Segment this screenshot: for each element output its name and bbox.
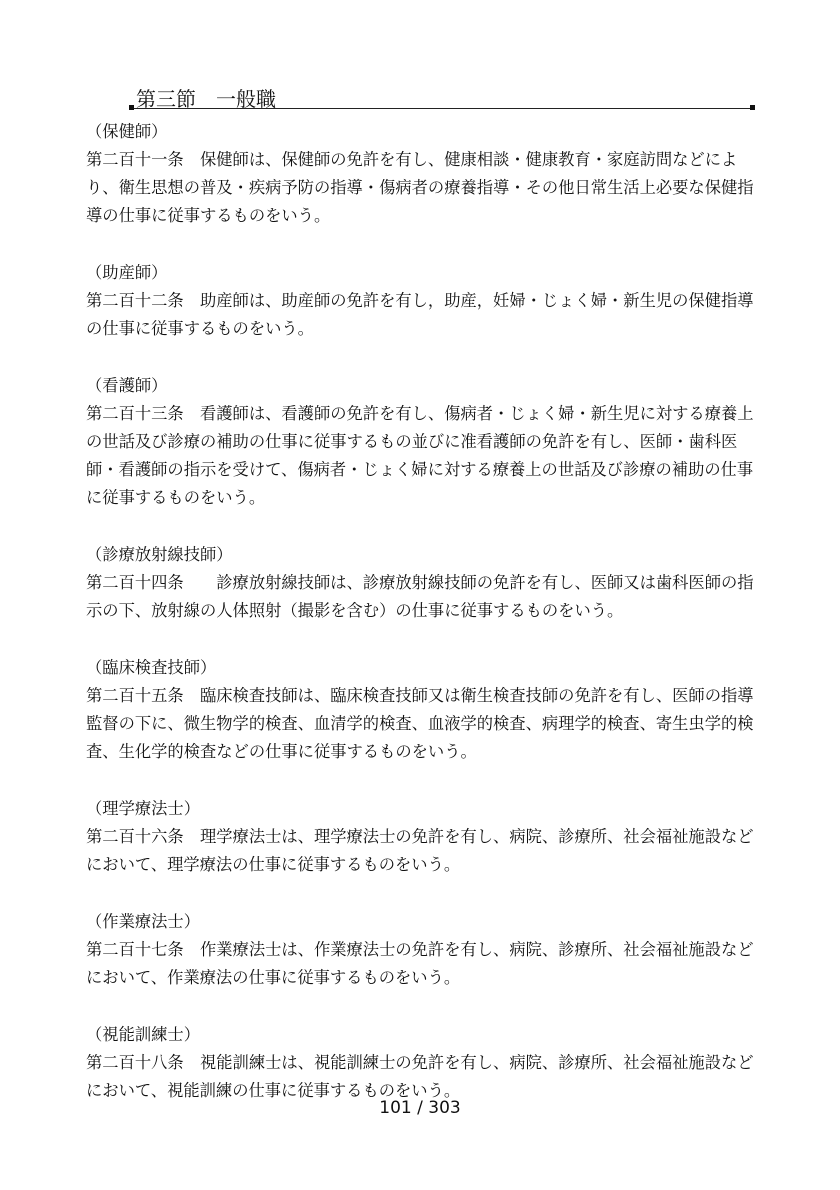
underline-right-marker (750, 105, 755, 110)
article-214 (86, 541, 754, 625)
article-body: 第二百十六条 理学療法士は、理学療法士の免許を有し、病院、診療所、社会福祉施設などにおいて、理学療法の仕事に従事するものをいう。 (86, 827, 754, 874)
article-heading: （作業療法士） (86, 912, 200, 931)
article-heading: （診療放射線技師） (86, 545, 233, 564)
article-body: 第二百十五条 臨床検査技師は、臨床検査技師又は衛生検査技師の免許を有し、医師の指導監督の下に、微生物学的検査、血清学的検査、血液学的検査、病理学的検査、寄生虫学的検査、生化学的検査などの仕事に従事するものをいう。 (86, 686, 754, 761)
underline-left-marker (129, 105, 134, 110)
page-number: 101 / 303 (379, 1098, 461, 1118)
article-body: 第二百十八条 視能訓練士は、視能訓練士の免許を有し、病院、診療所、社会福祉施設などにおいて、視能訓練の仕事に従事するものをいう。 (86, 1053, 754, 1100)
article-body: 第二百十一条 保健師は、保健師の免許を有し、健康相談・健康教育・家庭訪問などにより、衛生思想の普及・疾病予防の指導・傷病者の療養指導・その他日常生活上必要な保健指導の仕事に従事するものをいう。 (86, 150, 754, 225)
article-body: 第二百十七条 作業療法士は、作業療法士の免許を有し、病院、診療所、社会福祉施設などにおいて、作業療法の仕事に従事するものをいう。 (86, 940, 754, 987)
article-heading: （助産師） (86, 263, 168, 282)
article-heading: （看護師） (86, 376, 168, 395)
article-heading: （理学療法士） (86, 799, 200, 818)
section-title: 第三節 一般職 (136, 87, 276, 111)
article-212 (86, 259, 754, 343)
article-heading: （保健師） (86, 122, 168, 141)
article-217 (86, 908, 754, 992)
article-216 (86, 795, 754, 879)
article-body: 第二百十二条 助産師は、助産師の免許を有し，助産，妊婦・じょく婦・新生児の保健指導の仕事に従事するものをいう。 (86, 291, 754, 338)
article-heading: （視能訓練士） (86, 1025, 200, 1044)
article-211 (86, 118, 754, 230)
article-heading: （臨床検査技師） (86, 658, 217, 677)
article-218 (86, 1021, 754, 1105)
article-213 (86, 372, 754, 512)
article-215 (86, 654, 754, 766)
title-underline (130, 108, 754, 109)
article-body: 第二百十三条 看護師は、看護師の免許を有し、傷病者・じょく婦・新生児に対する療養上の世話及び診療の補助の仕事に従事するもの並びに准看護師の免許を有し、医師・歯科医師・看護師の指示を受けて、傷病者・じょく婦に対する療養上の世話及び診療の補助の仕事に従事するものをいう。 (86, 404, 754, 507)
articles-list (86, 118, 754, 1134)
article-body: 第二百十四条 診療放射線技師は、診療放射線技師の免許を有し、医師又は歯科医師の指示の下、放射線の人体照射（撮影を含む）の仕事に従事するものをいう。 (86, 573, 754, 620)
